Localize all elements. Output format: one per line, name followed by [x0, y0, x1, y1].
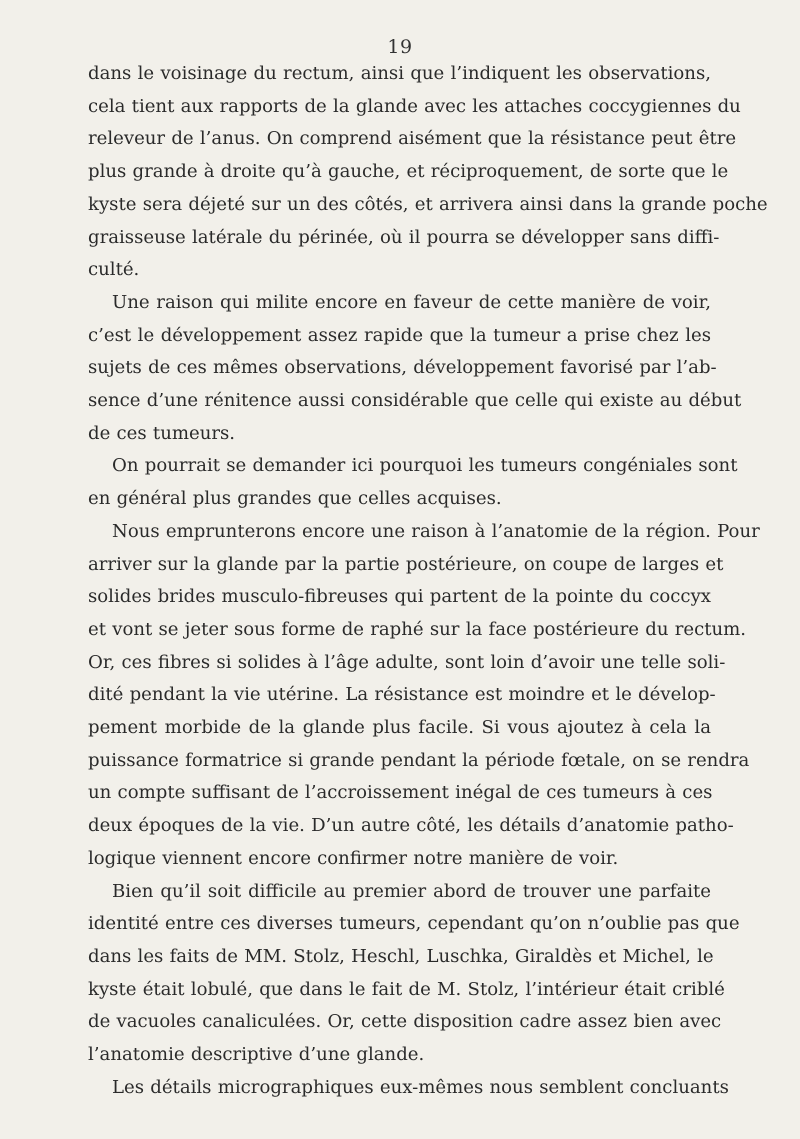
body-text [88, 58, 768, 1105]
text-line: de vacuoles canaliculées. Or, cette disposition cadre assez bien avec [88, 1011, 722, 1033]
paragraph-2 [88, 287, 742, 451]
text-line: l’anatomie descriptive d’une glande. [88, 1044, 425, 1066]
page-number: 19 [387, 36, 413, 58]
text-line: deux époques de la vie. D’un autre côté, les détails d’anatomie patho- [88, 815, 734, 837]
text-line: en général plus grandes que celles acquises. [88, 488, 502, 510]
text-line: arriver sur la glande par la partie postérieure, on coupe de larges et [88, 553, 724, 575]
paragraph-1 [88, 58, 768, 287]
text-line: et vont se jeter sous forme de raphé sur la face postérieure du rectum. [88, 618, 747, 640]
text-line: Bien qu’il soit difficile au premier abord de trouver une parfaite [112, 880, 711, 902]
text-line: identité entre ces diverses tumeurs, cependant qu’on n’oublie pas que [88, 913, 740, 935]
text-line: sujets de ces mêmes observations, développement favorisé par l’ab- [88, 357, 717, 379]
text-line: solides brides musculo-fibreuses qui partent de la pointe du coccyx [88, 586, 711, 608]
text-line: dité pendant la vie utérine. La résistance est moindre et le dévelop- [88, 684, 716, 706]
text-line: kyste était lobulé, que dans le fait de M. Stolz, l’intérieur était criblé [88, 978, 725, 1000]
text-line: cela tient aux rapports de la glande avec les attaches coccygiennes du [88, 95, 741, 117]
text-line: sence d’une rénitence aussi considérable que celle qui existe au début [88, 390, 742, 412]
text-line: Une raison qui milite encore en faveur de cette manière de voir, [112, 291, 711, 313]
text-line: graisseuse latérale du périnée, où il pourra se développer sans diffi- [88, 226, 720, 248]
text-line: Nous emprunterons encore une raison à l’anatomie de la région. Pour [112, 520, 760, 542]
text-line: dans les faits de MM. Stolz, Heschl, Luschka, Giraldès et Michel, le [88, 945, 714, 967]
text-line: On pourrait se demander ici pourquoi les tumeurs congéniales sont [112, 455, 738, 477]
text-line: plus grande à droite qu’à gauche, et réciproquement, de sorte que le [88, 161, 729, 183]
text-line: puissance formatrice si grande pendant la période fœtale, on se rendra [88, 749, 750, 771]
text-line: dans le voisinage du rectum, ainsi que l’indiquent les observations, [88, 63, 711, 84]
text-line: de ces tumeurs. [88, 422, 236, 444]
paragraph-4 [88, 516, 760, 876]
text-line: logique viennent encore confirmer notre manière de voir. [88, 847, 619, 869]
text-line: culté. [88, 259, 140, 281]
text-line: Or, ces fibres si solides à l’âge adulte, sont loin d’avoir une telle soli- [88, 651, 726, 673]
text-line: kyste sera déjeté sur un des côtés, et arrivera ainsi dans la grande poche [88, 193, 768, 215]
text-line: c’est le développement assez rapide que la tumeur a prise chez les [88, 324, 711, 346]
text-line: pement morbide de la glande plus facile. Si vous ajoutez à cela la [88, 717, 711, 739]
paragraph-3 [88, 450, 738, 515]
paragraph-6 [88, 1072, 729, 1105]
text-line: un compte suffisant de l’accroissement inégal de ces tumeurs à ces [88, 782, 713, 804]
text-line: Les détails micrographiques eux-mêmes nous semblent concluants [112, 1076, 729, 1098]
paragraph-5 [88, 876, 740, 1072]
text-line: releveur de l’anus. On comprend aisément que la résistance peut être [88, 128, 737, 150]
